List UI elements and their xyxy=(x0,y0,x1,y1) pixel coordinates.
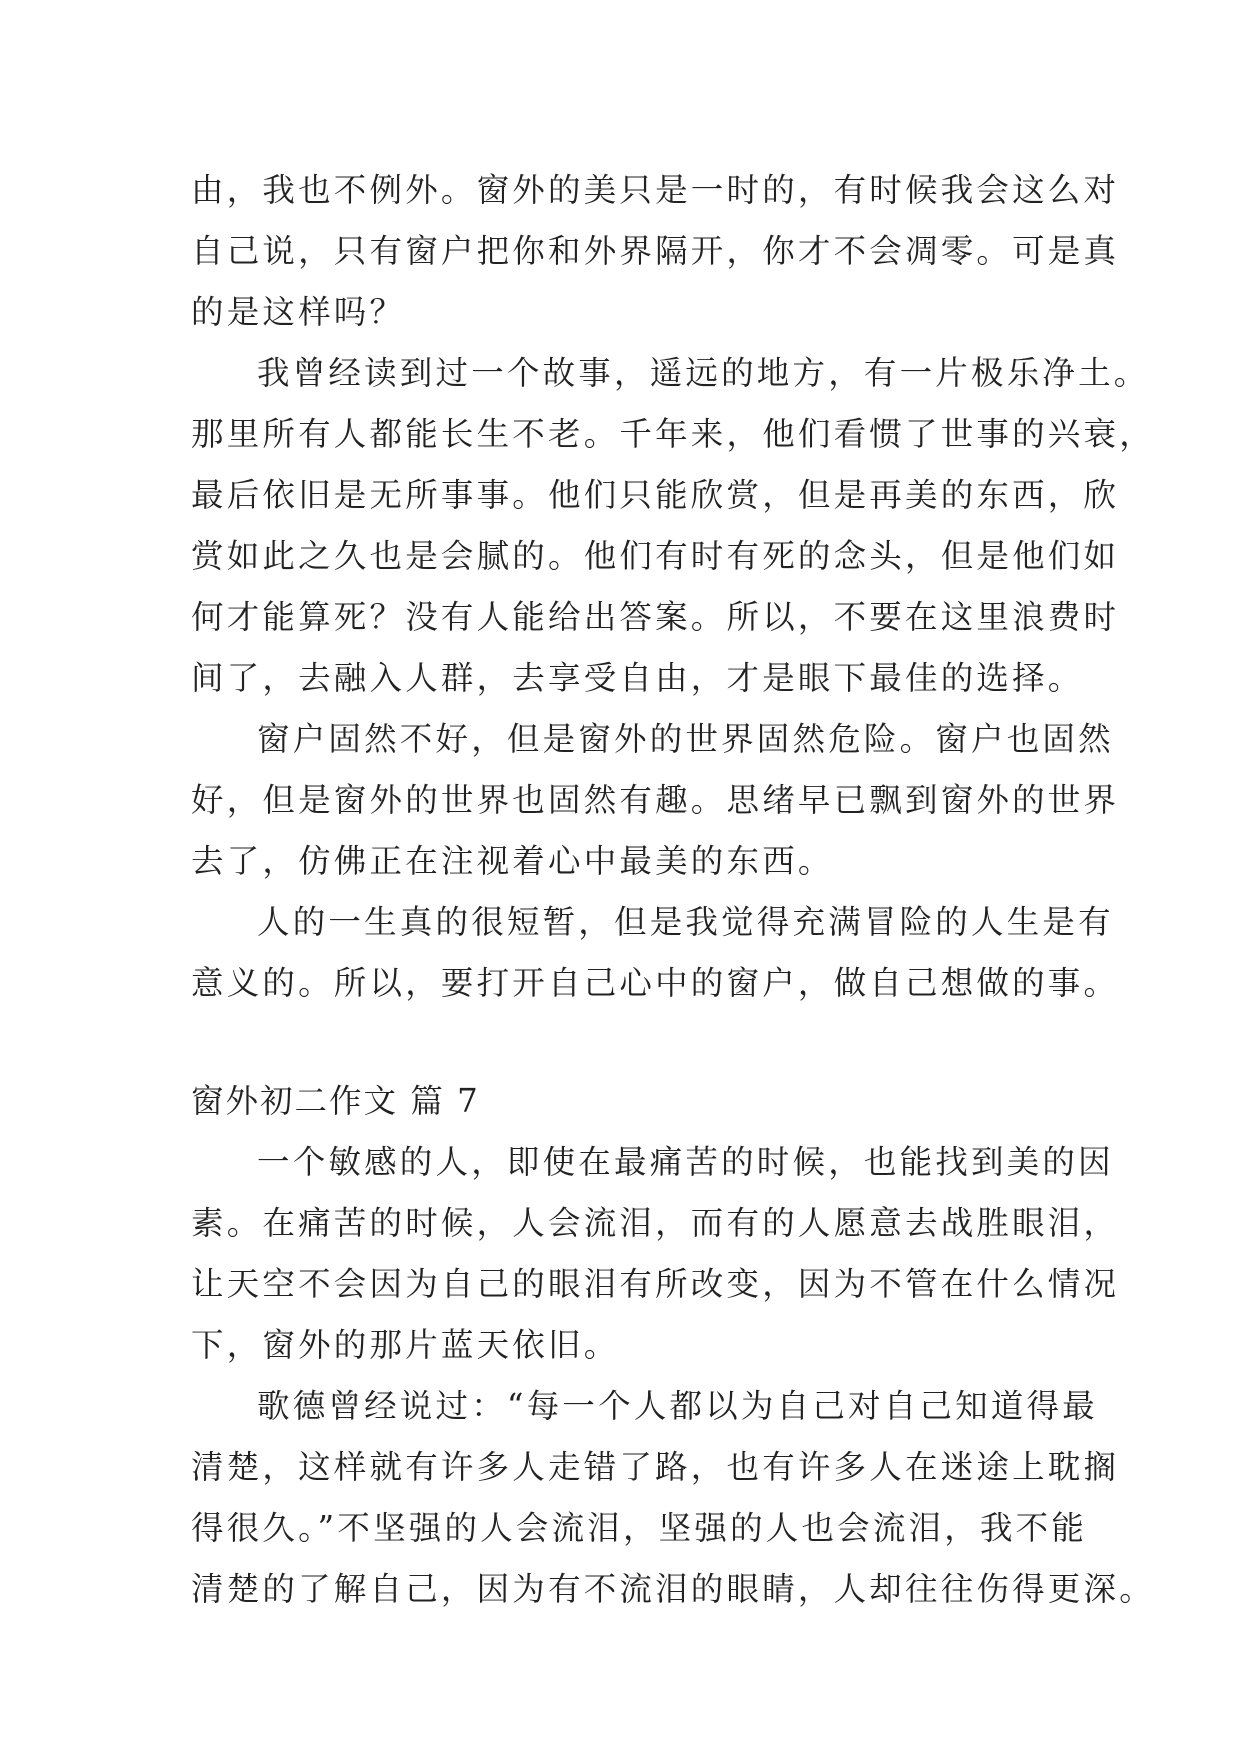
section-spacer xyxy=(191,1014,1051,1071)
paragraph-3 xyxy=(191,709,1120,892)
text-line: 间了，去融入人群，去享受自由，才是眼下最佳的选择。 xyxy=(191,659,1084,697)
text-line: 让天空不会因为自己的眼泪有所改变，因为不管在什么情况 xyxy=(191,1265,1120,1303)
text-line: 素。在痛苦的时候，人会流泪，而有的人愿意去战胜眼泪， xyxy=(191,1204,1120,1242)
text-line: 赏如此之久也是会腻的。他们有时有死的念头，但是他们如 xyxy=(191,537,1120,575)
section-title: 窗外初二作文 篇 7 xyxy=(191,1082,480,1120)
text-line: 由，我也不例外。窗外的美只是一时的，有时候我会这么对 xyxy=(191,171,1120,209)
text-line: 窗户固然不好，但是窗外的世界固然危险。窗户也固然 xyxy=(257,720,1114,758)
text-line: 何才能算死？没有人能给出答案。所以，不要在这里浪费时 xyxy=(191,598,1120,636)
paragraph-5 xyxy=(191,1132,1120,1376)
text-line: 歌德曾经说过：“每一个人都以为自己对自己知道得最 xyxy=(257,1387,1098,1425)
paragraph-6 xyxy=(191,1376,1155,1620)
text-line: 清楚，这样就有许多人走错了路，也有许多人在迷途上耽搁 xyxy=(191,1448,1120,1486)
text-line: 自己说，只有窗户把你和外界隔开，你才不会凋零。可是真 xyxy=(191,232,1120,270)
text-line: 去了，仿佛正在注视着心中最美的东西。 xyxy=(191,842,834,880)
paragraph-1 xyxy=(191,160,1120,343)
text-line: 那里所有人都能长生不老。千年来，他们看惯了世事的兴衰， xyxy=(191,415,1155,453)
text-line: 好，但是窗外的世界也固然有趣。思绪早已飘到窗外的世界 xyxy=(191,781,1120,819)
text-line: 的是这样吗？ xyxy=(191,293,406,331)
text-line: 得很久。”不坚强的人会流泪，坚强的人也会流泪，我不能 xyxy=(191,1509,1088,1547)
text-line: 意义的。所以，要打开自己心中的窗户，做自己想做的事。 xyxy=(191,964,1120,1002)
paragraph-2 xyxy=(191,343,1155,709)
paragraph-4 xyxy=(191,892,1120,1014)
document-body xyxy=(191,160,1155,1620)
text-line: 人的一生真的很短暂，但是我觉得充满冒险的人生是有 xyxy=(257,903,1114,941)
text-line: 下，窗外的那片蓝天依旧。 xyxy=(191,1326,620,1364)
text-line: 清楚的了解自己，因为有不流泪的眼睛，人却往往伤得更深。 xyxy=(191,1570,1155,1608)
text-line: 我曾经读到过一个故事，遥远的地方，有一片极乐净土。 xyxy=(257,354,1150,392)
text-line: 一个敏感的人，即使在最痛苦的时候，也能找到美的因 xyxy=(257,1143,1114,1181)
text-line: 最后依旧是无所事事。他们只能欣赏，但是再美的东西，欣 xyxy=(191,476,1120,514)
